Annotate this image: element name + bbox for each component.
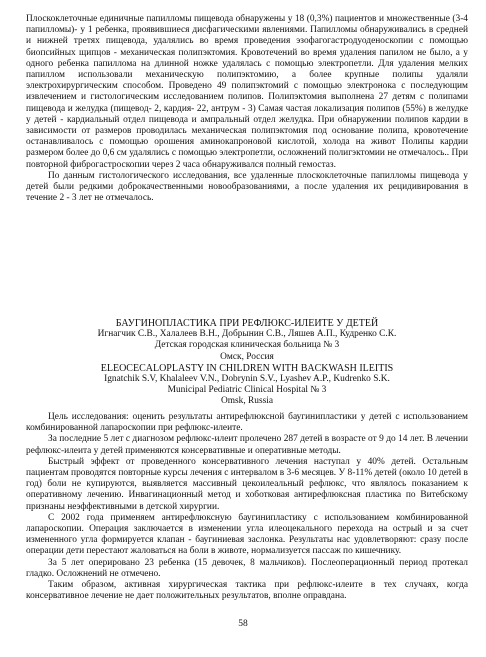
previous-article-continuation — [26, 14, 468, 204]
page-number: 58 — [238, 619, 248, 629]
article-header — [26, 318, 468, 408]
article-body — [26, 412, 468, 602]
paragraph: Цель исследования: оценить результаты антирефлюксной баугинипластики у детей с использованием комбинированной лапароскопии при рефлюкс-илеите. — [26, 412, 468, 434]
paragraph: Быстрый эффект от проведенного консервативного лечения наступал у 40% детей. Остальным пациентам проводятся повторные курсы лечения с интервалом в 3-6 месяцев. У 8-11% детей (около 10 детей в год) боли не купируются, выявляется массивный цекоилеальный рефлюкс, что являлось показанием к оперативному лечению. Инвагинационный метод и хоботковая антирефлюксная пластика по Витебскому признаны неэффективными в детской хирургии. — [26, 456, 468, 512]
paragraph: С 2002 года применяем антирефлюксную баугинипластику с использованием комбинированной лапароскопии. Операция заключается в изменении угла илеоцекального перехода на острый и за счет измененного угла формируется клапан - баугиниевая заслонка. Результаты нас удовлетворяют: сразу после операции дети перестают жаловаться на боли в животе, нормализуется пассаж по кишечнику. — [26, 512, 468, 557]
paragraph: Таким образом, активная хирургическая тактика при рефлюкс-илеите в тех случаях, когда консервативное лечение не дает положительных результатов, вполне оправдана. — [26, 580, 468, 602]
city-ru: Омск, Россия — [220, 351, 274, 362]
paragraph: За последние 5 лет с диагнозом рефлюкс-илеит пролечено 287 детей в возрасте от 9 до 14 лет. В лечении рефлюкс-илеита у детей применяются консервативные и оперативные методы. — [26, 434, 468, 456]
article-title-ru: БАУГИНОПЛАСТИКА ПРИ РЕФЛЮКС-ИЛЕИТЕ У ДЕТЕЙ — [115, 318, 379, 329]
article-title-en: ELEOCECALOPLASTY IN CHILDREN WITH BACKWASH ILEITIS — [100, 362, 394, 374]
authors-en: Ignatchik S.V, Khalaleev V.N., Dobrynin S.V., Lyashev A.P., Kudrenko S.K. — [104, 374, 390, 385]
institution-ru: Детская городская клиническая больница № 3 — [154, 340, 340, 351]
institution-en: Municipal Pediatric Clinical Hospital № 3 — [167, 385, 327, 396]
city-en: Omsk, Russia — [220, 396, 274, 407]
paragraph: За 5 лет оперировано 23 ребенка (15 девочек, 8 мальчиков). Послеоперационный период протекал гладко. Осложнений не отмечено. — [26, 557, 468, 579]
paragraph: Плоскоклеточные единичные папилломы пищевода обнаружены у 18 (0,3%) пациентов и множественные (3-4 папилломы)- у 1 ребенка, проявившиеся дисфагическими явлениями. Папилломы обнаруживались в средней и нижней третях пищевода, удалялись во время проведения эзофагогастродуоденоскопии с помощью биопсийных щипцов - механическая полипэктомия. Кровотечений во время удаления папилом не было, а у одного ребенка папиллома на длинной ножке удалялась с помощью электропетли. Для удаления мелких папиллом использовали механическую полипэктомию, а более крупные полипы удаляли электрохирургическим способом. Проведено 49 полипэктомий с помощью электронока с последующим извлечением и гистологическим исследованием полипов. Полипэктомия выполнена 27 детям с полипами пищевода и желудка (пищевод- 2, кардия- 22, антрум - 3) Самая частая локализация полипов (55%) в желудке у детей - кардиальный отдел пищевода и ампральный отдел желудка. При обнаружении полипов кардии в зависимости от размеров проводилась механическая полипэктомия под основание полипа, кровотечение останавливалось с помощью орошения аминокапроновой кислотой, холода на живот Полипы кардии размером более до 0,6 см удалялись с помощью электропетли, осложнений полигэктомии не отмечалось.. При повторной фиброгастроскопии через 2 часа обнаруживался полный гемостаз. — [26, 14, 468, 170]
paragraph: По данным гистологического исследования, все удаленные плоскоклеточные папилломы пищевода у детей были редкими доброкачественными новообразованиями, а после удаления их рецидивирования в течение 2 - 3 лет не отмечалось. — [26, 170, 468, 204]
authors-ru: Игнагчик С.В., Халалеев В.Н., Добрынин С.В., Ляшев А.П., Кудренко С.К. — [97, 329, 397, 340]
